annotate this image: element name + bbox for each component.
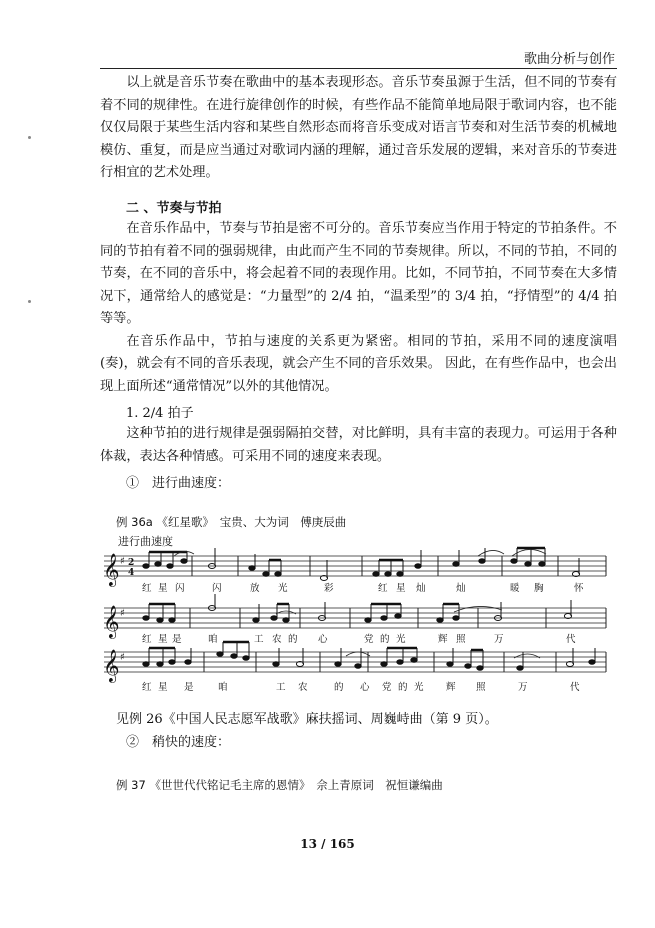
sharp-icon: ♯ xyxy=(120,608,125,619)
lyrics-line-1 xyxy=(142,582,584,594)
lyric: 胸 xyxy=(534,583,544,594)
staff-2 xyxy=(104,608,606,628)
header-rule xyxy=(100,68,617,69)
example-36a-caption: 例 36a 《红星歌》 宝贵、大为词 傅庚辰曲 xyxy=(116,515,347,529)
lyric: 辉 xyxy=(438,634,448,645)
lyric: 代 xyxy=(570,682,580,693)
lyric: 的 xyxy=(288,634,298,645)
lyric: 万 xyxy=(494,634,504,645)
lyric: 闪 xyxy=(212,583,222,594)
item-march-tempo: ① 进行曲速度： xyxy=(126,476,231,491)
lyric: 光 xyxy=(414,682,424,693)
page-number: 13 / 165 xyxy=(300,837,355,851)
lyric: 闪 xyxy=(175,583,185,594)
subsection-text xyxy=(100,423,617,468)
staff-3 xyxy=(104,652,606,672)
lyrics-line-3 xyxy=(142,681,580,693)
lyric: 星 xyxy=(158,583,168,594)
lyric: 咱 xyxy=(208,634,218,645)
lyric: 农 xyxy=(298,682,308,693)
lyric: 放 xyxy=(250,583,260,594)
subsection-paragraph: 这种节拍的进行规律是强弱隔拍交替，对比鲜明，具有丰富的表现力。可运用于各种体裁，表达各种情感。可采用不同的速度来表现。 xyxy=(100,426,617,464)
lyric: 红 xyxy=(142,583,152,594)
treble-clef-icon: 𝄞 xyxy=(103,553,120,586)
tempo-marking: 进行曲速度 xyxy=(118,535,173,548)
lyric: 照 xyxy=(476,682,486,693)
margin-dot xyxy=(28,300,31,303)
lyric: 农 xyxy=(272,634,282,645)
lyric: 灿 xyxy=(416,583,426,594)
section2-paragraph-2: 在音乐作品中，节拍与速度的关系更为紧密。相同的节拍，采用不同的速度演唱(奏)，就会有不同的音乐表现，就会产生不同的音乐效果。 因此，在有些作品中，也会出现上面所述“通常情况”以外的其他情况。 xyxy=(100,333,617,394)
lyric: 怀 xyxy=(574,583,584,594)
lyric: 的 xyxy=(334,682,344,693)
lyric: 党 xyxy=(364,634,374,645)
see-also-note: 见例 26《中国人民志愿军战歌》麻扶摇词、周巍峙曲（第 9 页）。 xyxy=(116,712,498,727)
lyric: 心 xyxy=(360,682,370,693)
lyric: 光 xyxy=(278,583,288,594)
intro-text xyxy=(100,72,617,185)
lyric: 红 xyxy=(378,583,388,594)
example-37-caption: 例 37 《世世代代铭记毛主席的恩情》 佘上青原词 祝恒谦编曲 xyxy=(116,778,443,792)
lyric: 暖 xyxy=(510,583,520,594)
lyrics-line-2 xyxy=(142,633,576,645)
lyric: 照 xyxy=(456,634,466,645)
time-sig-bottom: 4 xyxy=(128,568,135,578)
lyric: 灿 xyxy=(456,583,466,594)
sharp-icon: ♯ xyxy=(120,556,125,567)
treble-clef-icon: 𝄞 xyxy=(103,649,120,682)
lyric: 党 xyxy=(382,682,392,693)
time-sig-top: 2 xyxy=(128,558,135,568)
lyric: 万 xyxy=(518,682,528,693)
lyric: 光 xyxy=(396,634,406,645)
lyric: 星 xyxy=(158,682,168,693)
lyric: 心 xyxy=(318,634,328,645)
lyric: 的 xyxy=(380,634,390,645)
lyric: 是 xyxy=(172,634,182,645)
lyric: 彩 xyxy=(324,583,334,594)
lyric: 是 xyxy=(184,682,194,693)
lyric: 星 xyxy=(158,634,168,645)
running-header: 歌曲分析与创作 xyxy=(523,52,615,67)
intro-paragraph: 以上就是音乐节奏在歌曲中的基本表现形态。音乐节奏虽源于生活，但不同的节奏有着不同的规律性。在进行旋律创作的时候，有些作品不能简单地局限于歌词内容，也不能仅仅局限于某些生活内容和某些自然形态而将音乐变成对语言节奏和对生活节奏的机械地模仿、重复，而是应当通过对歌词内涵的理解，通过音乐发展的逻辑，来对音乐的节奏进行相宜的艺术处理。 xyxy=(100,75,617,180)
lyric: 工 xyxy=(276,682,286,693)
lyric: 工 xyxy=(254,634,264,645)
section2-paragraph-1: 在音乐作品中，节奏与节拍是密不可分的。音乐节奏应当作用于特定的节拍条件。不同的节拍有着不同的强弱规律，由此而产生不同的节奏规律。所以，不同的节拍，不同的节奏，在不同的音乐中，将会起着不同的表现作用。比如，不同节拍，不同节奏在大多情况下，通常给人的感觉是：“力量型”的 2/4 拍，“温柔型”的 3/4 拍，“抒情型”的 4/4 拍等等。 xyxy=(100,221,617,326)
subsection-title: 1. 2/4 拍子 xyxy=(126,406,194,421)
lyric: 的 xyxy=(398,682,408,693)
lyric: 星 xyxy=(396,583,406,594)
lyric: 代 xyxy=(566,634,576,645)
treble-clef-icon: 𝄞 xyxy=(103,605,120,638)
lyric: 红 xyxy=(142,634,152,645)
lyric: 咱 xyxy=(218,682,228,693)
lyric: 辉 xyxy=(446,682,456,693)
lyric: 红 xyxy=(142,682,152,693)
section2-text xyxy=(100,218,617,398)
section-heading: 二 、节奏与节拍 xyxy=(126,201,222,216)
item-faster-tempo: ② 稍快的速度： xyxy=(126,735,231,750)
sharp-icon: ♯ xyxy=(120,652,125,663)
margin-dot xyxy=(28,136,31,139)
music-score xyxy=(100,544,612,704)
